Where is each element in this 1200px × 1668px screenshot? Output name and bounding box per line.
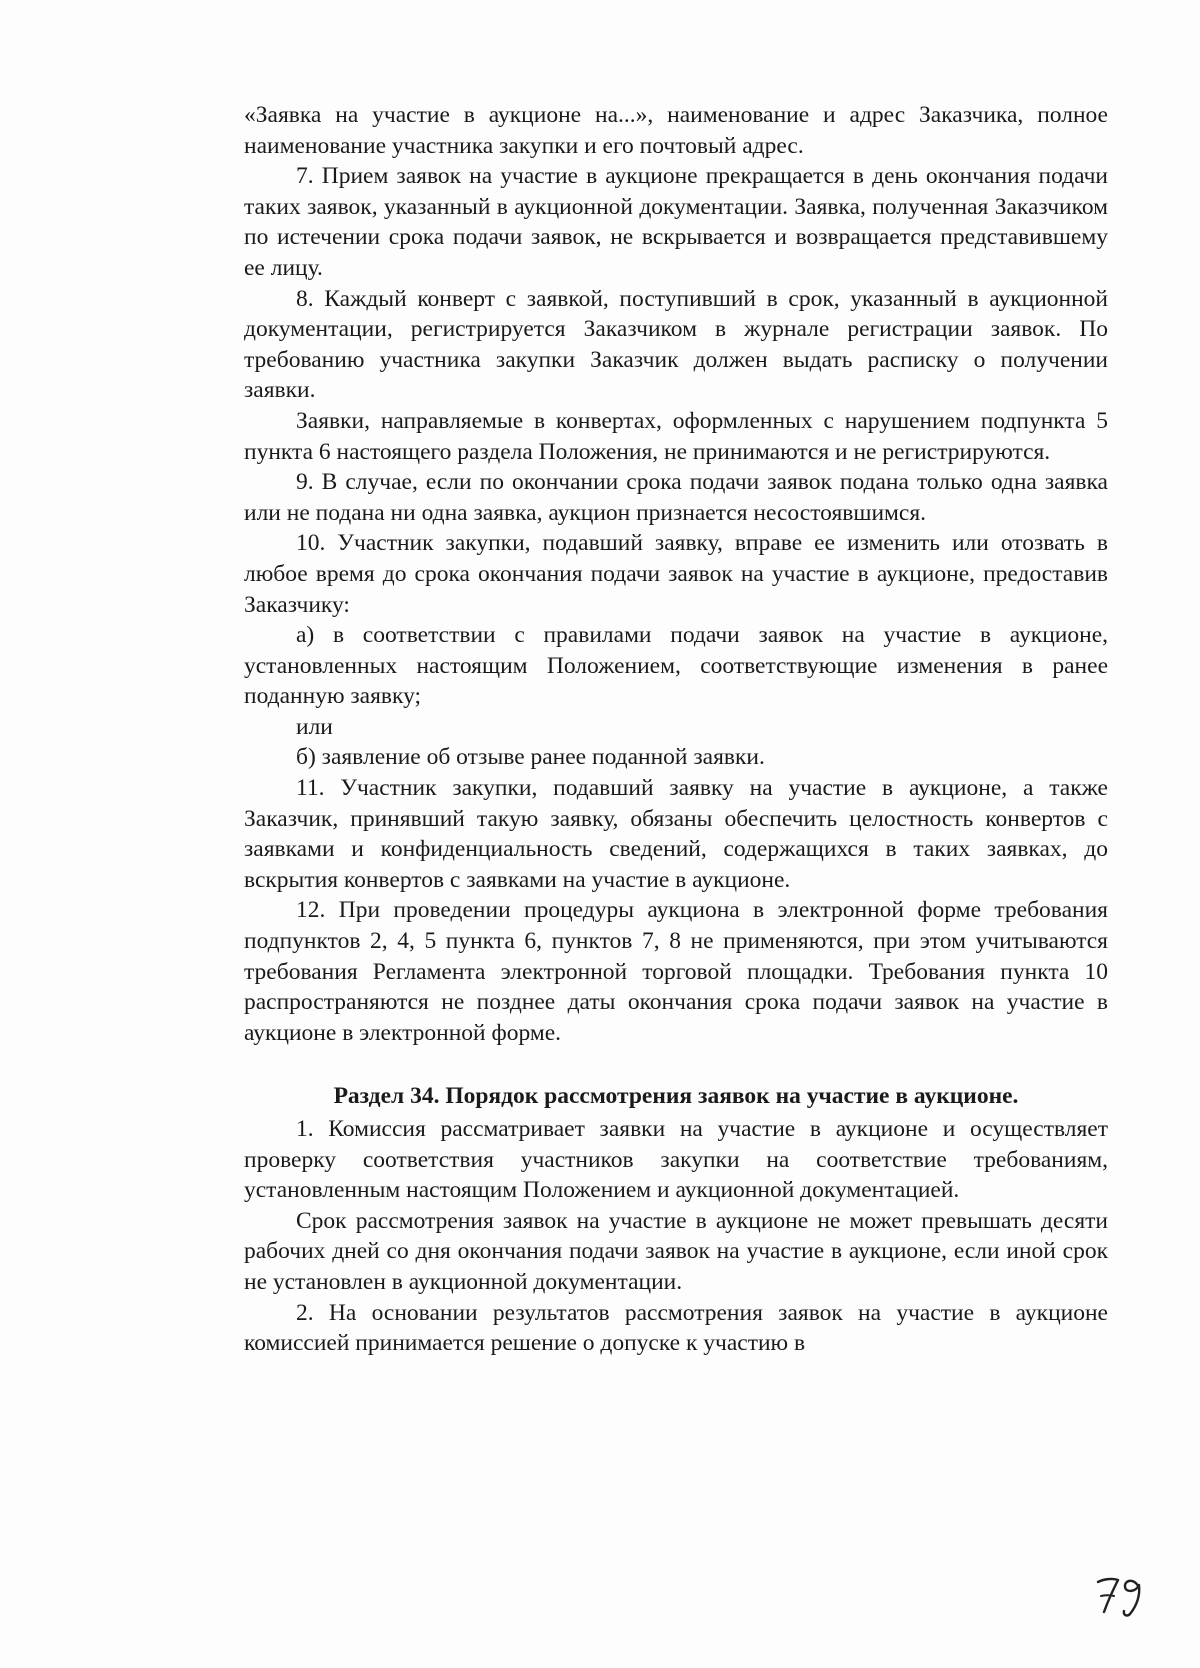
paragraph-item-10: 10. Участник закупки, подавший заявку, вправе ее изменить или отозвать в любое время до срока окончания подачи заявок на участие в аукционе, предоставив Заказчику: [244, 530, 1108, 618]
section-paragraph-2: 2. На основании результатов рассмотрения заявок на участие в аукционе комиссией принимается решение о допуске к участию в [244, 1299, 1108, 1357]
handwritten-page-number-drawing [1092, 1572, 1154, 1618]
section-heading: Раздел 34. Порядок рассмотрения заявок на участие в аукционе. [333, 1083, 1019, 1110]
paragraph-or: или [296, 713, 333, 740]
section-paragraph-term: Срок рассмотрения заявок на участие в аукционе не может превышать десяти рабочих дней со дня окончания подачи заявок на участие в аукционе, если иной срок не установлен в аукционной документации. [244, 1207, 1108, 1295]
paragraph-item-12: 12. При проведении процедуры аукциона в электронной форме требования подпунктов 2, 4, 5 пункта 6, пунктов 7, 8 не применяются, при этом учитываются требования Регламента электронной торговой площадки. Требования пункта 10 распространяются не позднее даты окончания срока подачи заявок на участие в аукционе в электронной форме. [244, 897, 1108, 1046]
paragraph-item-9: 9. В случае, если по окончании срока подачи заявок подана только одна заявка или не подана ни одна заявка, аукцион признается несостоявшимся. [244, 469, 1108, 526]
paragraph-item-11: 11. Участник закупки, подавший заявку на участие в аукционе, а также Заказчик, принявший такую заявку, обязаны обеспечить целостность конвертов с заявками и конфиденциальность сведений, содержащихся в таких заявках, до вскрытия конвертов с заявками на участие в аукционе. [244, 775, 1108, 893]
paragraph-continuation: «Заявка на участие в аукционе на...», наименование и адрес Заказчика, полное наименование участника закупки и его почтовый адрес. [244, 102, 1108, 159]
paragraph-item-7: 7. Прием заявок на участие в аукционе прекращается в день окончания подачи таких заявок, указанный в аукционной документации. Заявка, полученная Заказчиком по истечении срока подачи заявок, не вскрывается и возвращается представившему ее лицу. [244, 163, 1108, 281]
handwritten-page-number [1092, 1572, 1154, 1618]
paragraph-item-10b: б) заявление об отзыве ранее поданной заявки. [296, 744, 765, 771]
paragraph-item-8-note: Заявки, направляемые в конвертах, оформленных с нарушением подпункта 5 пункта 6 настоящего раздела Положения, не принимаются и не регистрируются. [244, 407, 1108, 465]
section-paragraph-1: 1. Комиссия рассматривает заявки на участие в аукционе и осуществляет проверку соответствия участников закупки на соответствие требованиям, установленным настоящим Положением и аукционной документацией. [244, 1116, 1108, 1204]
paragraph-item-8: 8. Каждый конверт с заявкой, поступивший в срок, указанный в аукционной документации, регистрируется Заказчиком в журнале регистрации заявок. По требованию участника закупки Заказчик должен выдать расписку о получении заявки. [244, 285, 1108, 404]
paragraph-item-10a: а) в соответствии с правилами подачи заявок на участие в аукционе, установленных настоящим Положением, соответствующие изменения в ранее поданную заявку; [244, 622, 1108, 710]
document-body [244, 100, 1108, 1359]
